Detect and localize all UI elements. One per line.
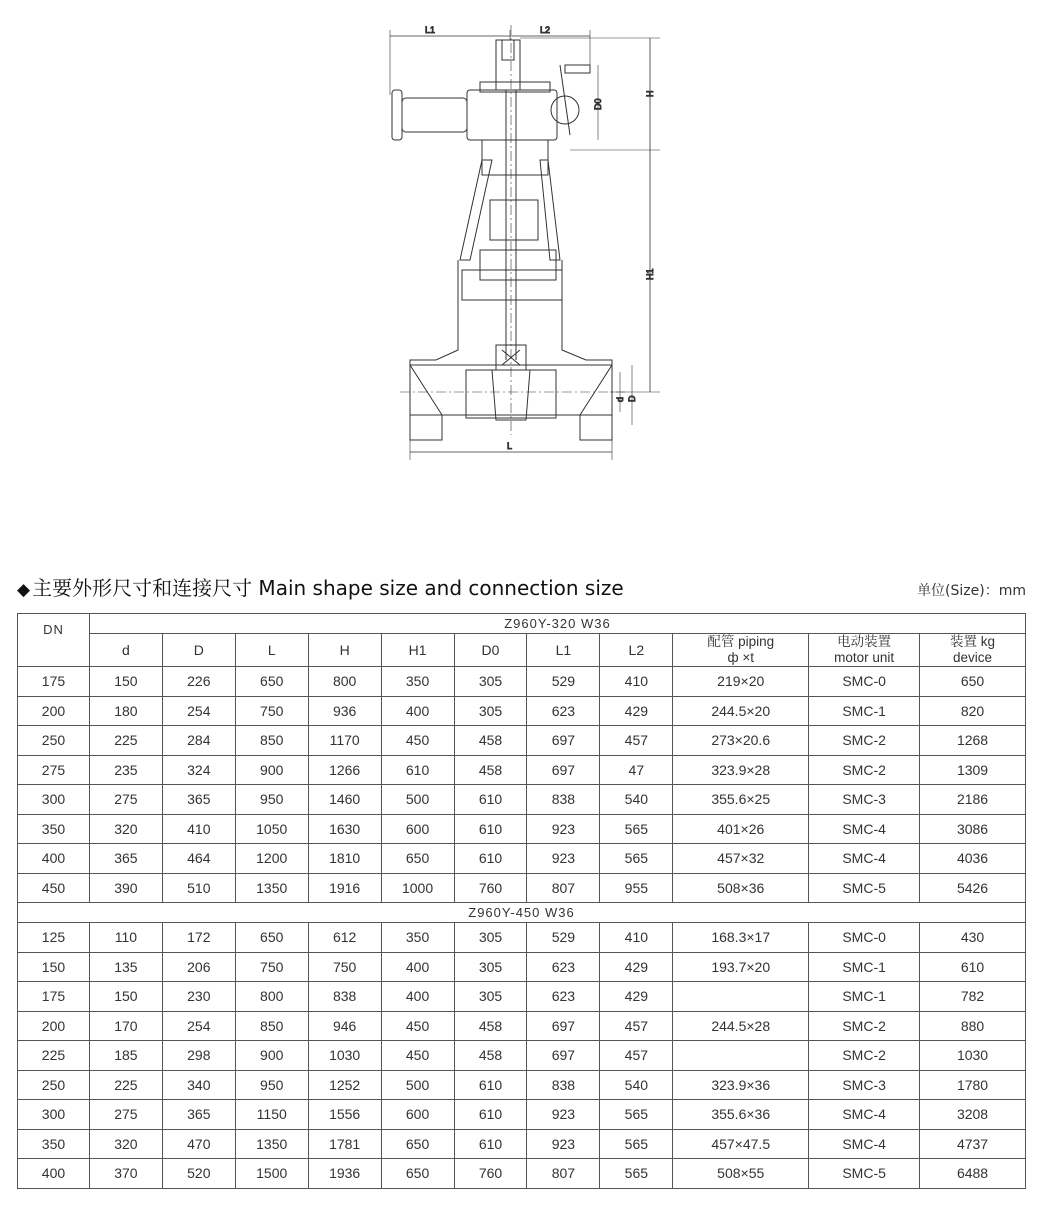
table-cell: 410 xyxy=(162,814,235,844)
table-cell: 180 xyxy=(89,696,162,726)
piping-header xyxy=(673,634,809,667)
table-cell: 323.9×36 xyxy=(673,1070,809,1100)
table-cell: 600 xyxy=(381,814,454,844)
table-cell: 225 xyxy=(89,726,162,756)
column-header: D0 xyxy=(454,634,527,667)
table-cell: 838 xyxy=(308,982,381,1012)
table-cell: 230 xyxy=(162,982,235,1012)
table-cell: SMC-3 xyxy=(809,785,920,815)
table-cell: SMC-2 xyxy=(809,1041,920,1071)
table-cell xyxy=(673,1041,809,1071)
table-cell: 458 xyxy=(454,726,527,756)
weight-header-line-1: 装置 kg xyxy=(950,634,996,649)
table-cell: 1050 xyxy=(235,814,308,844)
table-cell: 650 xyxy=(920,667,1026,697)
table-cell: 1030 xyxy=(920,1041,1026,1071)
table-cell: 464 xyxy=(162,844,235,874)
table-cell: 750 xyxy=(235,952,308,982)
table-cell: 610 xyxy=(454,1129,527,1159)
table-cell: 219×20 xyxy=(673,667,809,697)
table-cell: 150 xyxy=(89,667,162,697)
table-cell: 923 xyxy=(527,1100,600,1130)
table-cell: 650 xyxy=(235,667,308,697)
table-cell: 355.6×25 xyxy=(673,785,809,815)
table-cell: 1350 xyxy=(235,873,308,903)
table-cell: SMC-2 xyxy=(809,755,920,785)
column-header: D xyxy=(162,634,235,667)
table-cell: 612 xyxy=(308,923,381,953)
table-cell: 400 xyxy=(18,844,90,874)
table-row xyxy=(18,785,1026,815)
table-cell: SMC-0 xyxy=(809,923,920,953)
table-cell: 800 xyxy=(308,667,381,697)
table-cell: 250 xyxy=(18,726,90,756)
section-title xyxy=(17,572,624,601)
table-cell: SMC-1 xyxy=(809,982,920,1012)
table-cell: 529 xyxy=(527,667,600,697)
table-cell: 520 xyxy=(162,1159,235,1189)
table-cell: 273×20.6 xyxy=(673,726,809,756)
column-header: L2 xyxy=(600,634,673,667)
table-cell: 400 xyxy=(381,696,454,726)
table-row xyxy=(18,952,1026,982)
table-cell: 1268 xyxy=(920,726,1026,756)
table-cell: 457×47.5 xyxy=(673,1129,809,1159)
table-cell: 305 xyxy=(454,696,527,726)
table-cell: 150 xyxy=(89,982,162,1012)
table-cell: 5426 xyxy=(920,873,1026,903)
column-header: d xyxy=(89,634,162,667)
table-cell: 125 xyxy=(18,923,90,953)
table-cell: 284 xyxy=(162,726,235,756)
table-cell: 200 xyxy=(18,1011,90,1041)
table-cell: 305 xyxy=(454,952,527,982)
table-cell: 350 xyxy=(18,1129,90,1159)
table-cell: 510 xyxy=(162,873,235,903)
table-row xyxy=(18,1011,1026,1041)
table-cell: SMC-3 xyxy=(809,1070,920,1100)
table-row xyxy=(18,873,1026,903)
table-cell: 1170 xyxy=(308,726,381,756)
table-cell: 350 xyxy=(381,923,454,953)
valve-drawing xyxy=(370,20,670,465)
table-cell: 400 xyxy=(381,982,454,1012)
table-cell: 200 xyxy=(18,696,90,726)
table-cell: 365 xyxy=(162,785,235,815)
table-cell: 150 xyxy=(18,952,90,982)
table-cell: SMC-4 xyxy=(809,814,920,844)
table-cell: 254 xyxy=(162,696,235,726)
table-cell: 650 xyxy=(235,923,308,953)
table-cell: 600 xyxy=(381,1100,454,1130)
motor-header-line-1: 电动装置 xyxy=(837,634,892,649)
table-cell: 500 xyxy=(381,1070,454,1100)
table-cell: 193.7×20 xyxy=(673,952,809,982)
table-cell: 457 xyxy=(600,726,673,756)
table-cell: SMC-4 xyxy=(809,844,920,874)
table-cell: 610 xyxy=(454,814,527,844)
table-cell: 244.5×20 xyxy=(673,696,809,726)
table-cell: 508×36 xyxy=(673,873,809,903)
table-row xyxy=(18,1129,1026,1159)
table-cell: 1556 xyxy=(308,1100,381,1130)
table-cell: 254 xyxy=(162,1011,235,1041)
weight-header-line-2: device xyxy=(953,650,993,665)
table-cell: 4737 xyxy=(920,1129,1026,1159)
table-cell: 1000 xyxy=(381,873,454,903)
table-cell: 470 xyxy=(162,1129,235,1159)
dim-label-l: L xyxy=(507,441,513,451)
table-cell: 298 xyxy=(162,1041,235,1071)
table-cell: 1350 xyxy=(235,1129,308,1159)
table-cell: SMC-2 xyxy=(809,726,920,756)
table-cell: 946 xyxy=(308,1011,381,1041)
table-cell: 225 xyxy=(89,1070,162,1100)
model-label: Z960Y-450 W36 xyxy=(18,903,1026,923)
table-cell: 458 xyxy=(454,1011,527,1041)
table-cell: 320 xyxy=(89,814,162,844)
table-cell: 650 xyxy=(381,844,454,874)
table-cell: 300 xyxy=(18,785,90,815)
table-cell: 226 xyxy=(162,667,235,697)
table-cell: 697 xyxy=(527,726,600,756)
table-cell: 540 xyxy=(600,1070,673,1100)
table-cell: 175 xyxy=(18,982,90,1012)
table-cell: 565 xyxy=(600,1159,673,1189)
table-cell: 697 xyxy=(527,1011,600,1041)
table-cell: 807 xyxy=(527,873,600,903)
table-cell: 168.3×17 xyxy=(673,923,809,953)
table-cell: 936 xyxy=(308,696,381,726)
unit-label: 单位(Size)：mm xyxy=(917,583,1026,599)
table-cell: 923 xyxy=(527,814,600,844)
table-row xyxy=(18,923,1026,953)
table-cell: 1781 xyxy=(308,1129,381,1159)
table-cell: 400 xyxy=(381,952,454,982)
model-header-row xyxy=(18,614,1026,634)
piping-header-line-1: 配管 piping xyxy=(707,634,775,649)
table-cell: SMC-5 xyxy=(809,1159,920,1189)
table-cell: 410 xyxy=(600,923,673,953)
table-cell: 400 xyxy=(18,1159,90,1189)
table-cell: 2186 xyxy=(920,785,1026,815)
table-cell: 623 xyxy=(527,696,600,726)
table-cell: 323.9×28 xyxy=(673,755,809,785)
table-cell: 429 xyxy=(600,982,673,1012)
table-cell: 275 xyxy=(18,755,90,785)
table-cell: 1500 xyxy=(235,1159,308,1189)
table-cell: 340 xyxy=(162,1070,235,1100)
table-cell: 275 xyxy=(89,785,162,815)
table-cell: 365 xyxy=(162,1100,235,1130)
dn-header: DN xyxy=(18,614,90,667)
table-cell: 305 xyxy=(454,982,527,1012)
table-cell: 429 xyxy=(600,952,673,982)
table-cell: 305 xyxy=(454,667,527,697)
table-row xyxy=(18,755,1026,785)
table-cell: 820 xyxy=(920,696,1026,726)
table-cell: 1916 xyxy=(308,873,381,903)
table-cell: 320 xyxy=(89,1129,162,1159)
table-cell: 6488 xyxy=(920,1159,1026,1189)
table-cell: 3208 xyxy=(920,1100,1026,1130)
table-cell: 950 xyxy=(235,1070,308,1100)
table-cell: 838 xyxy=(527,1070,600,1100)
table-cell: 1936 xyxy=(308,1159,381,1189)
dim-label-h1: H1 xyxy=(645,268,655,280)
table-cell: 175 xyxy=(18,667,90,697)
table-cell: 850 xyxy=(235,726,308,756)
column-header: H1 xyxy=(381,634,454,667)
table-row xyxy=(18,1159,1026,1189)
table-cell: 623 xyxy=(527,982,600,1012)
table-cell: 610 xyxy=(381,755,454,785)
table-row xyxy=(18,726,1026,756)
table-cell: SMC-4 xyxy=(809,1129,920,1159)
table-cell: 1630 xyxy=(308,814,381,844)
dim-label-l1: L1 xyxy=(425,25,436,35)
piping-header-line-2: ф ×t xyxy=(727,650,754,665)
table-cell: 3086 xyxy=(920,814,1026,844)
table-cell: 750 xyxy=(235,696,308,726)
dimension-table xyxy=(17,613,1026,1189)
table-cell: 565 xyxy=(600,1129,673,1159)
table-cell: 135 xyxy=(89,952,162,982)
table-cell: 225 xyxy=(18,1041,90,1071)
table-cell: 500 xyxy=(381,785,454,815)
table-cell: 410 xyxy=(600,667,673,697)
table-cell: 1200 xyxy=(235,844,308,874)
table-cell: 565 xyxy=(600,814,673,844)
table-cell: 950 xyxy=(235,785,308,815)
table-cell: 610 xyxy=(454,1070,527,1100)
table-cell: 1252 xyxy=(308,1070,381,1100)
table-cell: 1266 xyxy=(308,755,381,785)
table-cell: 350 xyxy=(18,814,90,844)
table-cell: 458 xyxy=(454,755,527,785)
table-cell: 4036 xyxy=(920,844,1026,874)
table-row xyxy=(18,1041,1026,1071)
table-cell: 923 xyxy=(527,1129,600,1159)
table-cell: 955 xyxy=(600,873,673,903)
table-cell: 923 xyxy=(527,844,600,874)
table-cell: 390 xyxy=(89,873,162,903)
table-cell: 697 xyxy=(527,755,600,785)
table-cell: 47 xyxy=(600,755,673,785)
table-cell: 782 xyxy=(920,982,1026,1012)
motor-header xyxy=(809,634,920,667)
table-cell: 750 xyxy=(308,952,381,982)
table-cell: 370 xyxy=(89,1159,162,1189)
table-cell: 1780 xyxy=(920,1070,1026,1100)
table-cell: 1810 xyxy=(308,844,381,874)
table-cell: 1150 xyxy=(235,1100,308,1130)
table-cell: 305 xyxy=(454,923,527,953)
table-cell: 800 xyxy=(235,982,308,1012)
table-cell: 275 xyxy=(89,1100,162,1130)
table-cell: 880 xyxy=(920,1011,1026,1041)
table-cell: 697 xyxy=(527,1041,600,1071)
table-cell xyxy=(673,982,809,1012)
table-cell: 457 xyxy=(600,1011,673,1041)
table-cell: 185 xyxy=(89,1041,162,1071)
column-header: L1 xyxy=(527,634,600,667)
table-cell: 458 xyxy=(454,1041,527,1071)
table-cell: 610 xyxy=(454,844,527,874)
table-cell: 565 xyxy=(600,844,673,874)
table-cell: 807 xyxy=(527,1159,600,1189)
table-row xyxy=(18,1070,1026,1100)
table-cell: 1030 xyxy=(308,1041,381,1071)
table-cell: 430 xyxy=(920,923,1026,953)
model-header-row xyxy=(18,903,1026,923)
table-cell: 355.6×36 xyxy=(673,1100,809,1130)
table-cell: 529 xyxy=(527,923,600,953)
table-cell: 540 xyxy=(600,785,673,815)
column-header: L xyxy=(235,634,308,667)
table-cell: 457×32 xyxy=(673,844,809,874)
table-cell: 172 xyxy=(162,923,235,953)
table-cell: 508×55 xyxy=(673,1159,809,1189)
motor-header-line-2: motor unit xyxy=(834,650,895,665)
dim-label-h: H xyxy=(645,90,655,97)
table-row xyxy=(18,814,1026,844)
table-cell: 760 xyxy=(454,873,527,903)
table-cell: 623 xyxy=(527,952,600,982)
table-cell: 450 xyxy=(18,873,90,903)
table-row xyxy=(18,1100,1026,1130)
table-cell: SMC-0 xyxy=(809,667,920,697)
table-cell: 324 xyxy=(162,755,235,785)
dim-label-l2: L2 xyxy=(540,25,551,35)
table-row xyxy=(18,844,1026,874)
table-cell: 300 xyxy=(18,1100,90,1130)
dim-label-d-outer: D xyxy=(627,395,637,402)
table-cell: SMC-1 xyxy=(809,952,920,982)
table-cell: 457 xyxy=(600,1041,673,1071)
section-title-text: 主要外形尺寸和连接尺寸 Main shape size and connection size xyxy=(32,576,624,600)
table-row xyxy=(18,667,1026,697)
table-cell: 450 xyxy=(381,1041,454,1071)
table-cell: 838 xyxy=(527,785,600,815)
table-cell: 900 xyxy=(235,755,308,785)
table-cell: SMC-1 xyxy=(809,696,920,726)
table-cell: 350 xyxy=(381,667,454,697)
table-cell: SMC-5 xyxy=(809,873,920,903)
table-cell: SMC-2 xyxy=(809,1011,920,1041)
table-cell: 900 xyxy=(235,1041,308,1071)
table-cell: 206 xyxy=(162,952,235,982)
table-cell: 1309 xyxy=(920,755,1026,785)
dim-label-d0: D0 xyxy=(593,98,603,110)
column-header: H xyxy=(308,634,381,667)
column-header-row xyxy=(18,634,1026,667)
diamond-bullet-icon: ◆ xyxy=(17,580,31,600)
table-cell: 365 xyxy=(89,844,162,874)
table-cell: 450 xyxy=(381,1011,454,1041)
table-cell: 401×26 xyxy=(673,814,809,844)
table-cell: 850 xyxy=(235,1011,308,1041)
table-cell: 650 xyxy=(381,1129,454,1159)
table-cell: 235 xyxy=(89,755,162,785)
table-cell: 110 xyxy=(89,923,162,953)
table-cell: 429 xyxy=(600,696,673,726)
table-cell: 244.5×28 xyxy=(673,1011,809,1041)
weight-header xyxy=(920,634,1026,667)
table-cell: 610 xyxy=(454,1100,527,1130)
table-cell: 1460 xyxy=(308,785,381,815)
table-cell: 170 xyxy=(89,1011,162,1041)
table-cell: 610 xyxy=(920,952,1026,982)
table-cell: SMC-4 xyxy=(809,1100,920,1130)
table-cell: 610 xyxy=(454,785,527,815)
table-row xyxy=(18,982,1026,1012)
table-row xyxy=(18,696,1026,726)
model-label: Z960Y-320 W36 xyxy=(89,614,1025,634)
table-cell: 565 xyxy=(600,1100,673,1130)
table-cell: 250 xyxy=(18,1070,90,1100)
dim-label-d-inner: d xyxy=(615,396,625,402)
table-cell: 450 xyxy=(381,726,454,756)
table-cell: 760 xyxy=(454,1159,527,1189)
table-cell: 650 xyxy=(381,1159,454,1189)
